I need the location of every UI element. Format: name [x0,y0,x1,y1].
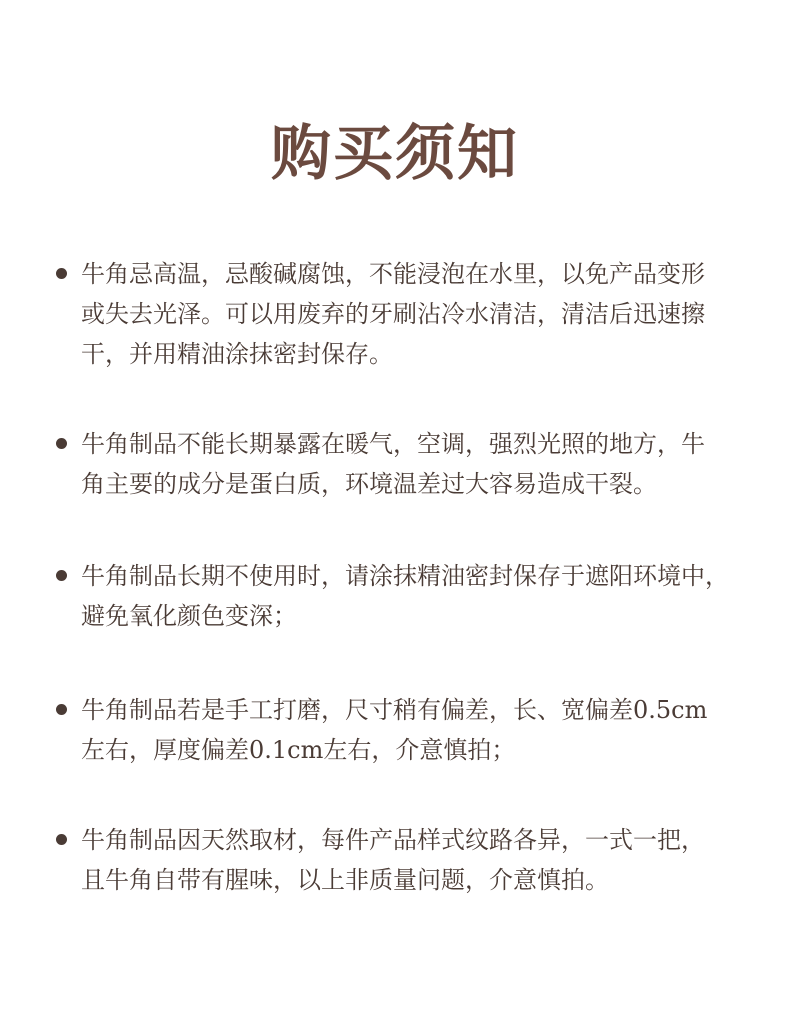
bullet-dot [56,438,67,449]
bullet-dot [56,834,67,845]
bullet-dot [56,704,67,715]
note-line: 左右，厚度偏差0.1cm左右，介意慎拍； [81,736,516,764]
note-high-temperature [56,254,756,374]
note-line: 牛角制品因天然取材，每件产品样式纹路各异，一式一把， [81,826,705,854]
note-line: 干，并用精油涂抹密封保存。 [81,340,393,368]
note-exposure [56,424,756,504]
bullet-dot [56,570,67,581]
note-line: 牛角忌高温，忌酸碱腐蚀，不能浸泡在水里，以免产品变形 [81,260,705,288]
note-storage [56,556,756,636]
note-line: 避免氧化颜色变深； [81,602,297,630]
note-line: 牛角制品不能长期暴露在暖气，空调，强烈光照的地方，牛 [81,430,705,458]
note-line: 牛角制品长期不使用时，请涂抹精油密封保存于遮阳环境中， [81,562,729,590]
note-size-deviation [56,690,756,770]
note-line: 牛角制品若是手工打磨，尺寸稍有偏差，长、宽偏差0.5cm [81,696,708,724]
page-title: 购买须知 [271,119,519,189]
bullet-dot [56,268,67,279]
note-natural-material [56,820,756,900]
note-line: 角主要的成分是蛋白质，环境温差过大容易造成干裂。 [81,470,657,498]
note-line: 或失去光泽。可以用废弃的牙刷沾冷水清洁，清洁后迅速擦 [81,300,705,328]
note-line: 且牛角自带有腥味，以上非质量问题，介意慎拍。 [81,866,609,894]
